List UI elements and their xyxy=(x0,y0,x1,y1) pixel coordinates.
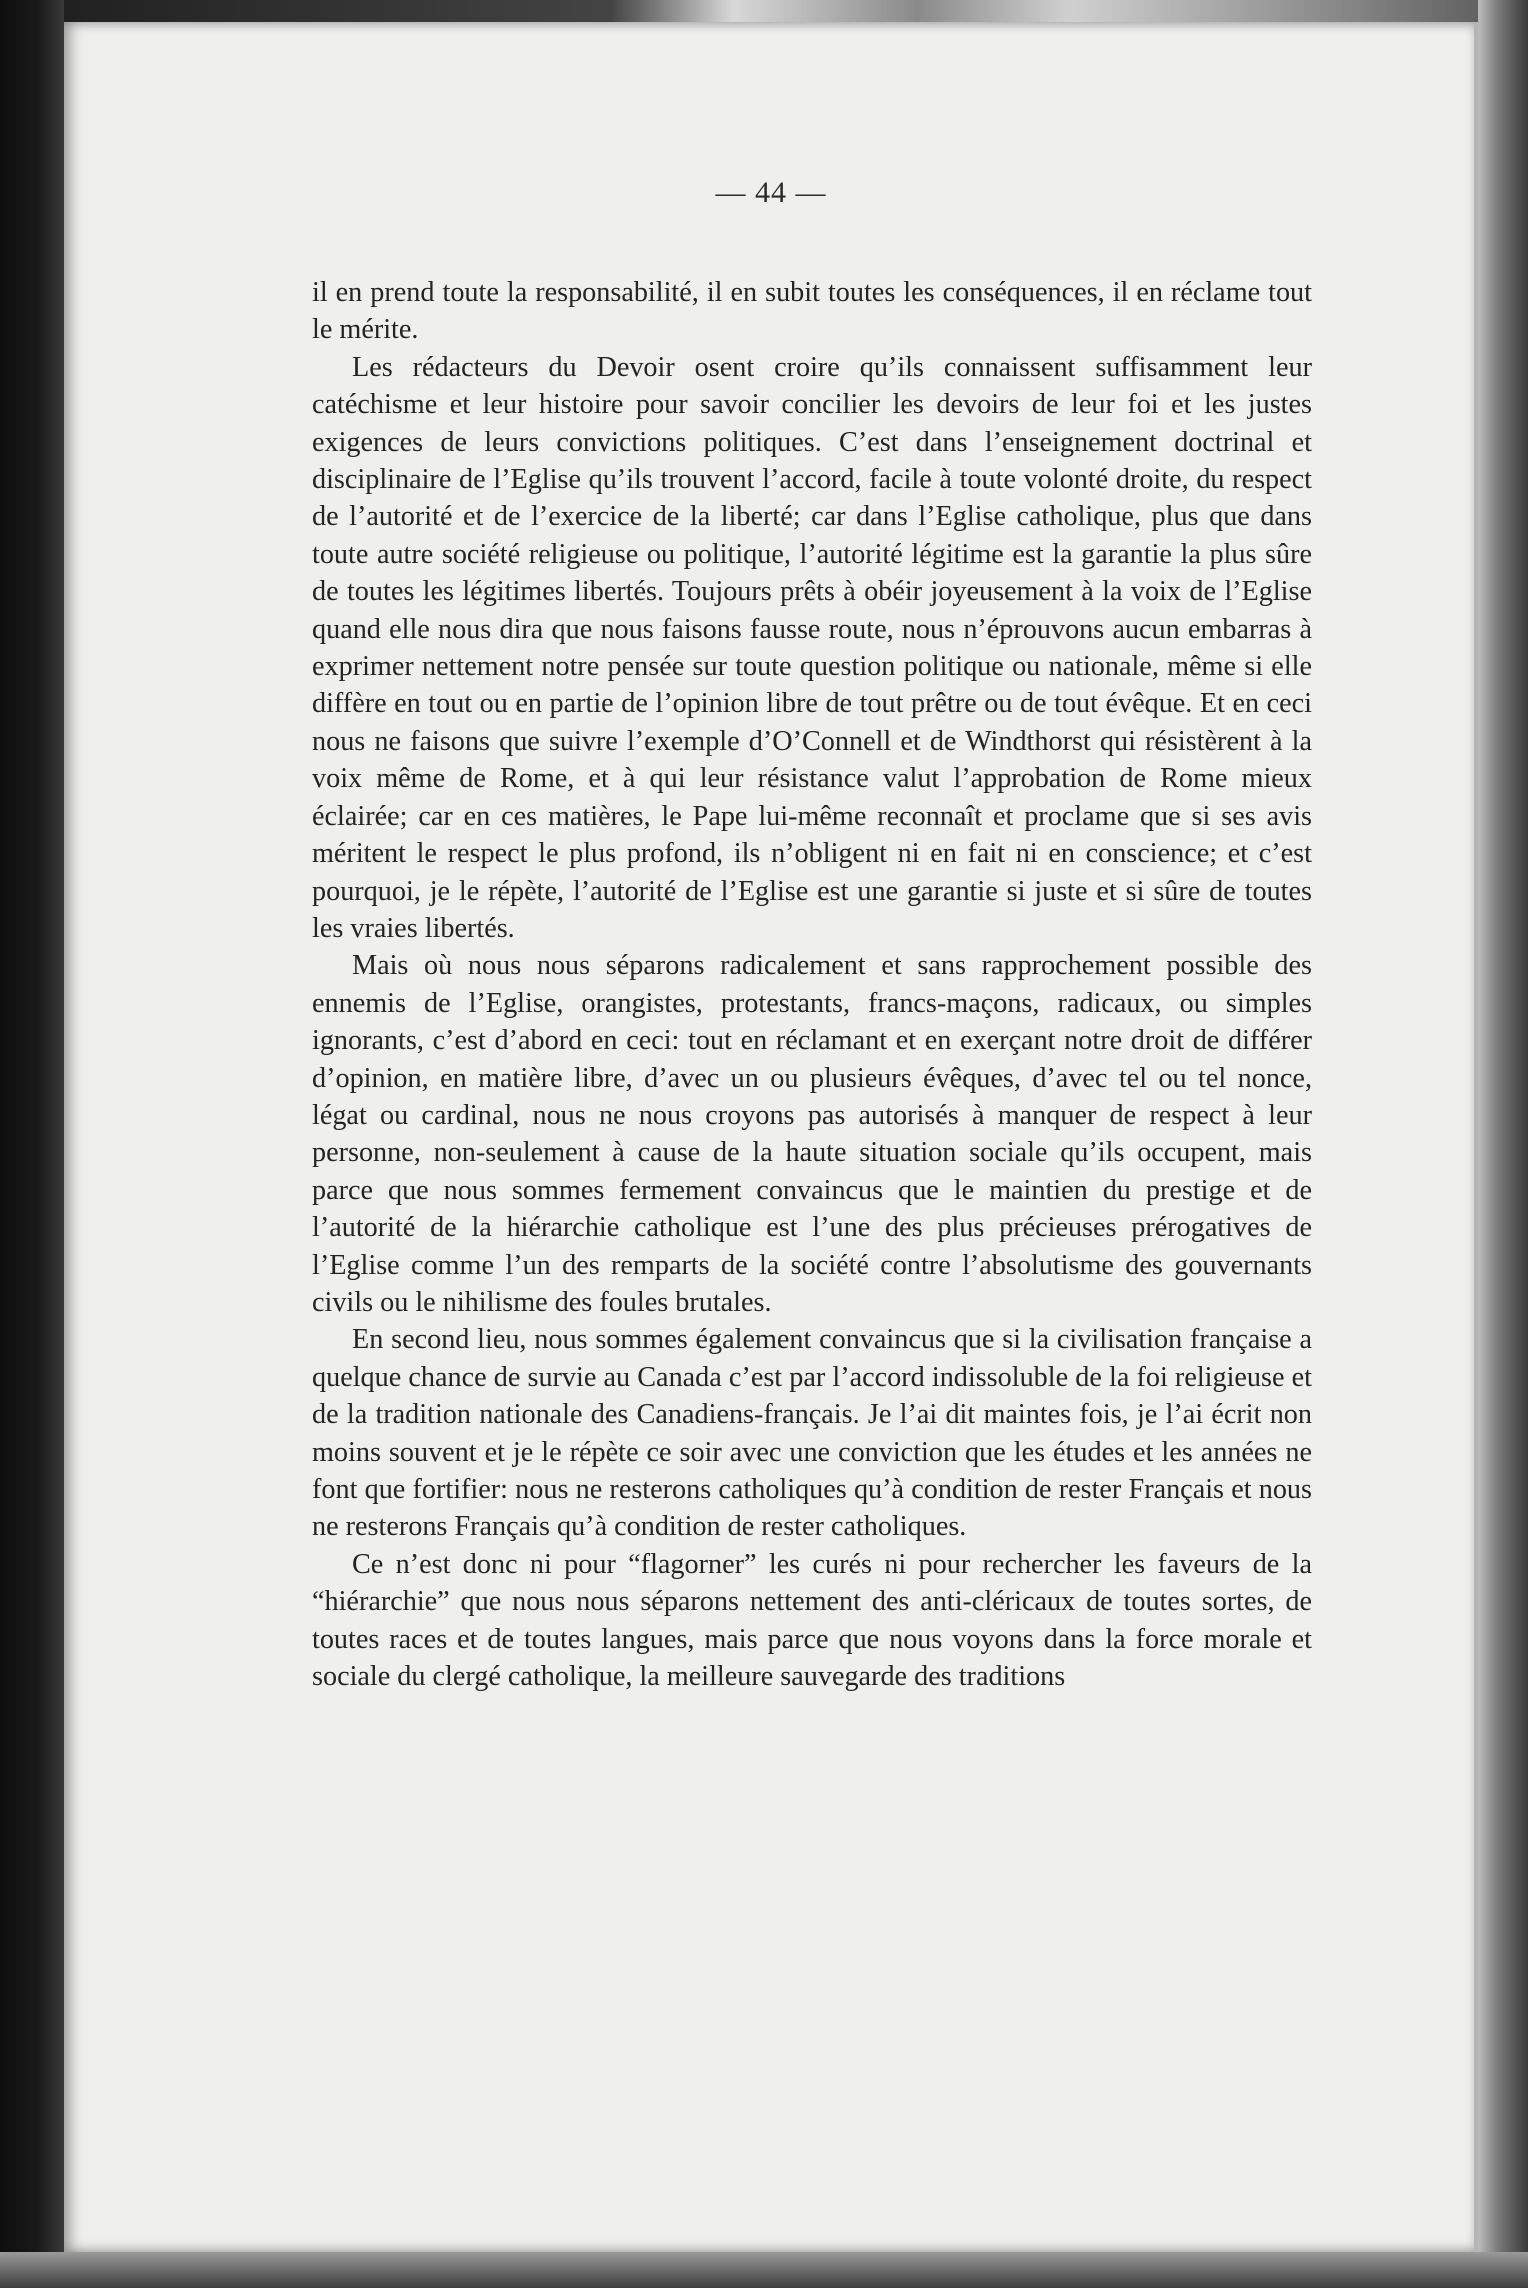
paragraph-1: il en prend toute la responsabilité, il en subit toutes les conséquences, il en réclame tout le mérite. xyxy=(312,277,1312,346)
book-page xyxy=(64,22,1478,2252)
paragraph-4: En second lieu, nous sommes également convaincus que si la civilisation française a quelque chance de survie au Canada c’est par l’accord indissoluble de la foi religieuse et de la tradition nationale des Canadiens-français. Je l’ai dit maintes fois, je l’ai écrit non moins souvent et je le répète ce soir avec une conviction que les études et les années ne font que fortifier: nous ne resterons catholiques qu’à condition de rester Français et nous ne resterons Français qu’à condition de rester catholiques. xyxy=(312,1324,1312,1543)
paragraph-5: Ce n’est donc ni pour “flagorner” les curés ni pour rechercher les faveurs de la “hiérarchie” que nous nous séparons nettement des anti-cléricaux de toutes sortes, de toutes races et de toutes langues, mais parce que nous voyons dans la force morale et sociale du clergé catholique, la meilleure sauvegarde des traditions xyxy=(312,1548,1312,1693)
page-fold xyxy=(1474,22,1478,2252)
paragraph-3: Mais où nous nous séparons radicalement et sans rapprochement possible des ennemis de l’Eglise, orangistes, protestants, francs-maçons, radicaux, ou simples ignorants, c’est d’abord en ceci: tout en réclamant et en exerçant notre droit de différer d’opinion, en matière libre, d’avec un ou plusieurs évêques, d’avec tel ou tel nonce, légat ou cardinal, nous ne nous croyons pas autorisés à manquer de respect à leur personne, non-seulement à cause de la haute situation sociale qu’ils occupent, mais parce que nous sommes fermement convaincus que le maintien du prestige et de l’autorité de la hiérarchie catholique est l’une des plus précieuses prérogatives de l’Eglise comme l’un des remparts de la société contre l’absolutisme des gouvernants civils ou le nihilisme des foules brutales. xyxy=(312,950,1312,1318)
book-top-edge xyxy=(0,0,1528,22)
book-right-edge xyxy=(1478,0,1528,2288)
page-number: — 44 — xyxy=(715,176,827,209)
book-bottom-edge xyxy=(0,2252,1528,2288)
book-binding-edge xyxy=(0,0,64,2288)
body-text xyxy=(312,274,1312,1695)
paragraph-2: Les rédacteurs du Devoir osent croire qu’ils connaissent suffisamment leur catéchisme et leur histoire pour savoir concilier les devoirs de leur foi et les justes exigences de leurs convictions politiques. C’est dans l’enseignement doctrinal et disciplinaire de l’Eglise qu’ils trouvent l’accord, facile à toute volonté droite, du respect de l’autorité et de l’exercice de la liberté; car dans l’Eglise catholique, plus que dans toute autre société religieuse ou politique, l’autorité légitime est la garantie la plus sûre de toutes les légitimes libertés. Toujours prêts à obéir joyeusement à la voix de l’Eglise quand elle nous dira que nous faisons fausse route, nous n’éprouvons aucun embarras à exprimer nettement notre pensée sur toute question politique ou nationale, même si elle diffère en tout ou en partie de l’opinion libre de tout prêtre ou de tout évêque. Et en ceci nous ne faisons que suivre l’exemple d’O’Connell et de Windthorst qui résistèrent à la voix même de Rome, et à qui leur résistance valut l’approbation de Rome mieux éclairée; car en ces matières, le Pape lui-même reconnaît et proclame que si ses avis méritent le respect le plus profond, ils n’obligent ni en fait ni en conscience; et c’est pourquoi, je le répète, l’autorité de l’Eglise est une garantie si juste et si sûre de toutes les vraies libertés. xyxy=(312,351,1312,944)
